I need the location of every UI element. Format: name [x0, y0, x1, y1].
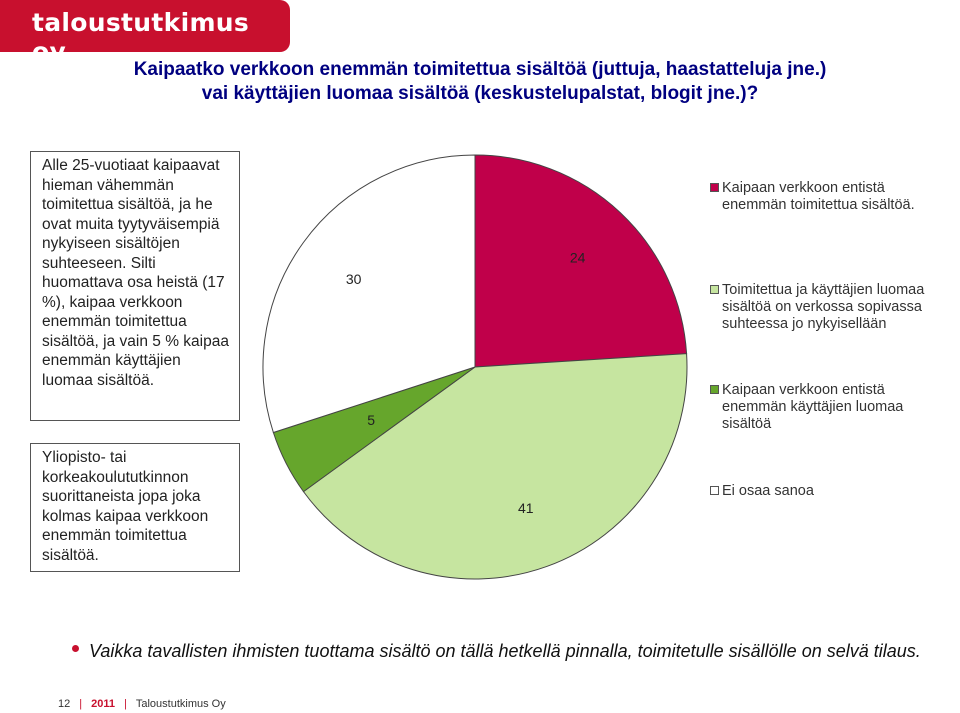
legend-label-3: Ei osaa sanoa	[722, 483, 814, 499]
legend-swatch-3	[710, 486, 719, 495]
pie-slice-label-1: 41	[518, 500, 534, 517]
logo-text: taloustutkimus oy	[32, 8, 250, 66]
footer-conclusion	[72, 641, 921, 662]
legend-swatch-1	[710, 285, 719, 294]
footer-conclusion-text: Vaikka tavallisten ihmisten tuottama sisältö on tällä hetkellä pinnalla, toimitetulle sisällölle on selvä tilaus.	[89, 641, 921, 661]
legend-item-2	[710, 382, 950, 433]
bullet-icon	[72, 645, 79, 652]
legend-label-1: Toimitettua ja käyttäjien luomaa sisältöä on verkossa sopivassa suhteessa jo nykyisellään	[722, 282, 925, 332]
footer-company: Taloustutkimus Oy	[135, 698, 226, 710]
legend-item-0	[710, 180, 950, 214]
pie-slice-label-3: 30	[345, 270, 362, 287]
note-box-under-25: Alle 25-vuotiaat kaipaavat hieman vähemmän toimitettua sisältöä, ja he ovat muita tyytyväisempiä nykyiseen sisältöjen suhteeseen. Silti huomattava osa heistä (17 %), kaipaa verkkoon enemmän toimitettua sisältöä, ja vain 5 % kaipaa enemmän käyttäjien luomaa sisältöä.	[30, 151, 240, 421]
legend-swatch-2	[710, 385, 719, 394]
footer-year: 2011	[91, 698, 115, 710]
page-number: 12	[58, 698, 71, 710]
legend-label-2: Kaipaan verkkoon entistä enemmän käyttäjien luomaa sisältöä	[722, 382, 904, 432]
title-line-2: vai käyttäjien luomaa sisältöä (keskustelupalstat, blogit jne.)?	[201, 83, 759, 104]
legend-item-1	[710, 282, 950, 333]
footer-bar: 12 | 2011 | Taloustutkimus Oy	[58, 698, 226, 710]
pie-slice-label-2: 5	[367, 411, 376, 428]
title-line-1: Kaipaatko verkkoon enemmän toimitettua sisältöä (juttuja, haastatteluja jne.)	[133, 59, 827, 80]
legend-swatch-0	[710, 183, 719, 192]
legend-label-0: Kaipaan verkkoon entistä enemmän toimitettua sisältöä.	[722, 180, 915, 213]
pie-slice-label-0: 24	[569, 249, 586, 266]
legend-item-3	[710, 483, 950, 500]
note-box-university: Yliopisto- tai korkeakoulututkinnon suorittaneista jopa joka kolmas kaipaa verkkoon enemmän toimitettua sisältöä.	[30, 443, 240, 572]
